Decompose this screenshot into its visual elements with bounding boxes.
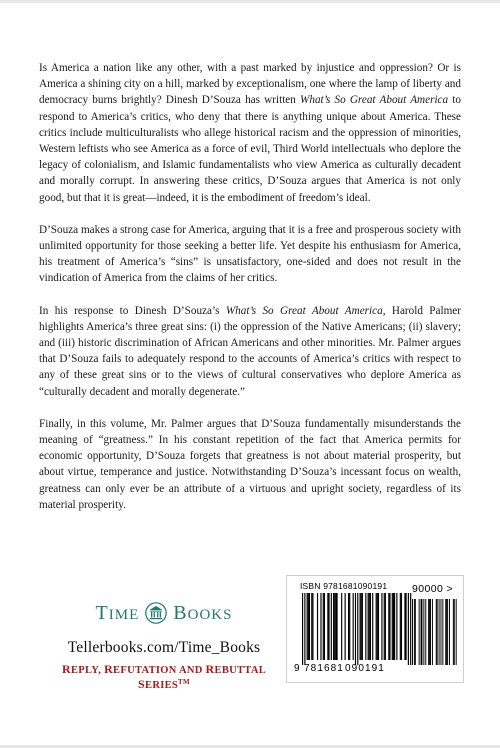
- barcode-bar: [372, 593, 373, 660]
- barcode-bar: [378, 593, 379, 660]
- blurb-paragraph-4: Finally, in this volume, Mr. Palmer argues that D’Souza fundamentally misunderstands the meaning of “greatness.” In his constant repetition of the fact that America permits for economic opportunity, D’Souza forgets that greatness is not about material prosperity, but about virtue, temperance and justice. Notwithstanding D’Souza’s incessant focus on wealth, greatness can only ever be an attribute of a virtuous and upright society, regardless of its material prosperity.: [39, 417, 461, 511]
- isbn-label: ISBN 9781681090191: [300, 581, 388, 591]
- barcode-lead-digit: 9: [294, 663, 300, 674]
- barcode-bar: [345, 593, 346, 660]
- blurb-paragraph-1: [39, 60, 461, 206]
- barcode-bar: [406, 593, 407, 660]
- publisher-url[interactable]: Tellerbooks.com/Time_Books: [67, 639, 261, 656]
- barcode-bar: [317, 593, 318, 660]
- addon-bar: [421, 599, 422, 665]
- addon-bar: [447, 599, 448, 665]
- barcode-bar: [400, 593, 401, 660]
- blurb-paragraph-3-part-a: In his response to Dinesh D’Souza’s: [39, 304, 226, 317]
- addon-bar: [423, 599, 424, 665]
- addon-bar: [415, 599, 416, 665]
- publisher-block: [39, 601, 289, 692]
- addon-bar: [428, 599, 429, 665]
- addon-bar: [422, 599, 423, 665]
- trademark-symbol: TM: [178, 678, 190, 686]
- addon-bar: [419, 599, 420, 665]
- barcode-bar: [384, 593, 385, 660]
- barcode-bar: [393, 593, 394, 660]
- price-addon-code: 90000 >: [412, 583, 454, 595]
- blurb-paragraph-2: D’Souza makes a strong case for America, arguing that it is a free and prosperous society with unlimited opportunity for those seeking a better life. Yet despite his enthusiasm for America, his treatment of America’s “sins” is unsatisfactory, one-sided and does not result in the vindication of America from the claims of her critics.: [39, 223, 461, 285]
- blurb-paragraph-3: [39, 303, 461, 400]
- barcode-bar: [361, 593, 362, 660]
- addon-bar: [446, 599, 447, 665]
- blurb-paragraph-1-part-a: Is America a nation like any other, with a past marked by injustice and oppression? Or is America a shining city on a hill, marked by exceptionalism, one where the lamp of liberty and democracy burns brightly? Dinesh D’Souza has written: [39, 62, 461, 107]
- barcode-bar: [410, 593, 411, 665]
- temple-icon: [145, 602, 167, 624]
- barcode-bar: [348, 593, 349, 660]
- blurb-text: [39, 60, 461, 513]
- book-title-reference: What’s So Great About America: [225, 304, 383, 317]
- barcode-bar: [381, 593, 382, 660]
- barcode-bar: [335, 593, 336, 660]
- barcode-right-digits: 090191: [345, 663, 385, 674]
- publisher-logo: [39, 601, 289, 625]
- barcode-bar: [368, 593, 369, 660]
- barcode-bar: [333, 593, 334, 660]
- barcode-bar: [357, 593, 358, 665]
- blurb-paragraph-3-part-b: , Harold Palmer highlights America’s three great sins: (i) the oppression of the Native Americans; (ii) slavery; and (iii) historic discrimination of African Americans and other minorities. Mr. Palmer argues that D’Souza fails to adequately respond to the accounts of America’s critics with respect to any of these great sins or to the views of cultural conservatives who deplore America as “culturally decadent and morally degenerate.”: [39, 304, 461, 398]
- barcode-bar: [323, 593, 324, 660]
- barcode-bar: [396, 593, 397, 660]
- barcode-bar: [334, 593, 335, 660]
- barcode-bar: [360, 593, 361, 660]
- addon-bar: [441, 599, 442, 665]
- addon-bar: [436, 599, 437, 665]
- barcode-bar: [365, 593, 366, 660]
- book-title-reference: What’s So Great About America: [300, 94, 449, 107]
- barcode-bar: [311, 593, 312, 660]
- barcode-bar: [369, 593, 370, 660]
- barcode-bar: [355, 593, 356, 665]
- barcode-bar: [304, 593, 305, 665]
- barcode-left-digits: 781681: [304, 663, 344, 674]
- barcode-bar: [312, 593, 313, 660]
- barcode-bar: [349, 593, 350, 660]
- addon-bar: [437, 599, 438, 665]
- logo-word-time: TIME: [95, 601, 140, 624]
- addon-bar: [429, 599, 430, 665]
- addon-bar: [439, 599, 440, 665]
- barcode-bar: [320, 593, 321, 660]
- series-name: REPLY, REFUTATION AND REBUTTAL SERIES™: [61, 662, 267, 691]
- barcode-bar: [370, 593, 371, 660]
- blurb-paragraph-1-part-b: to respond to America’s critics, who deny that there is anything unique about America. These critics include multiculturalists who allege historical racism and the oppression of minorities, Western leftists who see America as a force of evil, Third World intellectuals who deplore the legacy of colonialism, and Islamic fundamentalists who view America as culturally decadent and morally corrupt. In answering these critics, D’Souza argues that America is not only good, but that it is great—indeed, it is the embodiment of freedom’s ideal.: [39, 94, 462, 204]
- barcode-bar: [324, 593, 325, 660]
- addon-bar: [412, 599, 413, 665]
- addon-bar: [445, 599, 446, 665]
- barcode-bar: [327, 593, 328, 660]
- barcode-bar: [328, 593, 329, 660]
- barcode-bar: [308, 593, 309, 660]
- barcode-bar: [385, 593, 386, 660]
- barcode-bar: [309, 593, 310, 660]
- logo-word-books: BOOKS: [173, 601, 233, 624]
- isbn-barcode: [286, 575, 464, 683]
- barcode-bar: [331, 593, 332, 660]
- barcode-bar: [401, 593, 402, 660]
- addon-bar: [442, 599, 443, 665]
- barcode-bar: [302, 593, 303, 665]
- addon-bar: [449, 599, 450, 665]
- barcode-bar: [341, 593, 342, 660]
- barcode-bar: [404, 593, 405, 660]
- barcode-bar: [377, 593, 378, 660]
- addon-bar: [456, 599, 457, 665]
- barcode-bar: [389, 593, 390, 660]
- barcode-bar: [362, 593, 363, 660]
- addon-bar: [425, 599, 426, 665]
- barcode-bar: [388, 593, 389, 660]
- barcode-bar: [408, 593, 409, 665]
- barcode-bar: [376, 593, 377, 660]
- addon-bar: [432, 599, 433, 665]
- barcode-bar: [353, 593, 354, 660]
- barcode-bar: [307, 593, 308, 660]
- addon-bar: [414, 599, 415, 665]
- barcode-bar: [394, 593, 395, 660]
- addon-bar: [453, 599, 454, 665]
- barcode-bar: [337, 593, 338, 660]
- barcode-bar: [392, 593, 393, 660]
- addon-bar: [454, 599, 455, 665]
- addon-bar: [430, 599, 431, 665]
